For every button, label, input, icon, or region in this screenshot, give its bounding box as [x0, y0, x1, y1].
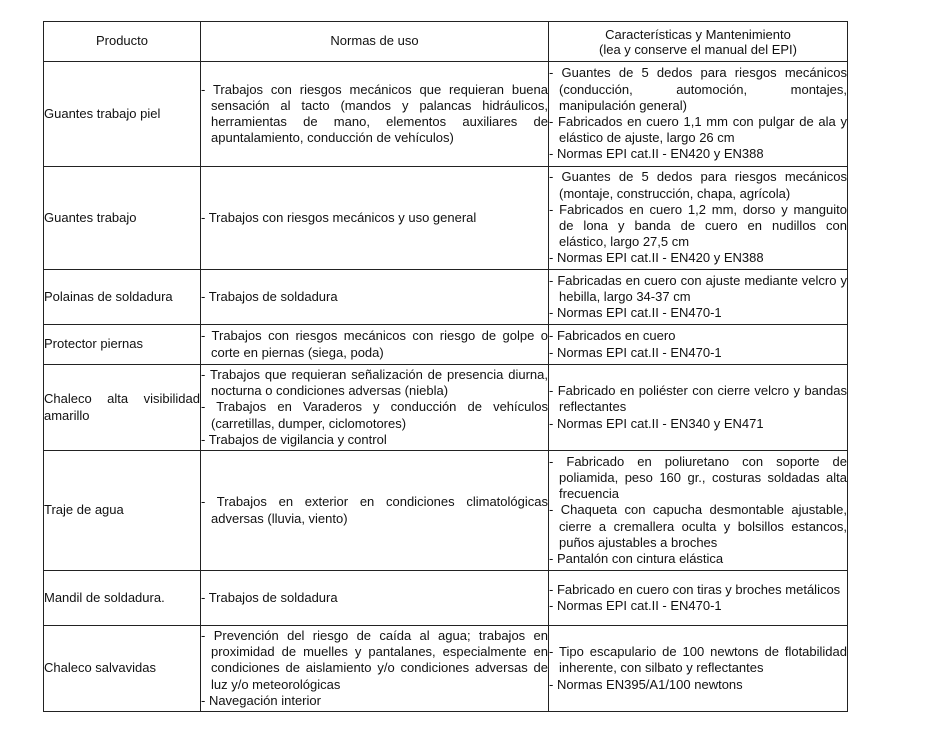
caracteristicas-item: - Normas EPI cat.II - EN470-1 — [549, 598, 722, 613]
normas-cell — [201, 325, 549, 365]
epi-table — [43, 21, 848, 712]
product-cell: Guantes trabajo piel — [44, 62, 201, 167]
normas-item: - Trabajos con riesgos mecánicos que requieran buena sensación al tacto (mandos y palancas hidráulicos, herramientas de mano, elementos auxiliares de apuntalamiento, conducción de vehículos) — [201, 81, 548, 146]
table-row — [44, 571, 848, 626]
table-row — [44, 451, 848, 571]
caracteristicas-cell — [549, 571, 848, 626]
normas-cell — [201, 451, 549, 571]
product-cell: Traje de agua — [44, 451, 201, 571]
caracteristicas-item: - Fabricados en cuero — [549, 328, 676, 344]
caracteristicas-item: - Fabricado en poliuretano con soporte de poliamida, peso 160 gr., costuras soldadas alta frecuencia — [549, 453, 847, 502]
caracteristicas-item: - Fabricado en poliéster con cierre velcro y bandas reflectantes — [549, 383, 847, 415]
header-producto: Producto — [44, 22, 201, 62]
table-row — [44, 626, 848, 712]
normas-item: - Prevención del riesgo de caída al agua; trabajos en proximidad de muelles y pantalanes, especialmente en condiciones de aislamiento y/o condiciones adversas de luz y/o meteorológicas — [201, 627, 548, 692]
header-caracteristicas — [549, 22, 848, 62]
normas-cell — [201, 626, 549, 712]
normas-cell — [201, 571, 549, 626]
caracteristicas-item: - Tipo escapulario de 100 newtons de flotabilidad inherente, con silbato y reflectantes — [549, 644, 847, 676]
caracteristicas-item: - Chaqueta con capucha desmontable ajustable, cierre a cremallera oculta y bolsillos estancos, puños ajustables a broches — [549, 502, 847, 550]
caracteristicas-cell — [549, 325, 848, 365]
table-row — [44, 167, 848, 270]
caracteristicas-item: - Normas EPI cat.II - EN420 y EN388 — [549, 250, 764, 266]
caracteristicas-item: - Normas EPI cat.II - EN340 y EN471 — [549, 415, 764, 431]
normas-item: - Trabajos con riesgos mecánicos con riesgo de golpe o corte en piernas (siega, poda) — [201, 328, 548, 360]
caracteristicas-item: - Normas EN395/A1/100 newtons — [549, 676, 743, 692]
header-normas: Normas de uso — [201, 22, 549, 62]
product-cell: Chaleco alta visibilidad amarillo — [44, 365, 201, 451]
normas-cell — [201, 270, 549, 325]
normas-item: - Trabajos con riesgos mecánicos y uso general — [201, 209, 477, 225]
normas-cell — [201, 62, 549, 167]
caracteristicas-item: - Normas EPI cat.II - EN470-1 — [549, 344, 722, 360]
normas-item: - Navegación interior — [201, 692, 321, 708]
product-cell: Guantes trabajo — [44, 167, 201, 270]
normas-item: - Trabajos de soldadura — [201, 288, 338, 304]
product-cell: Protector piernas — [44, 325, 201, 365]
normas-cell — [201, 167, 549, 270]
caracteristicas-item: - Pantalón con cintura elástica — [549, 551, 724, 566]
header-row — [44, 22, 848, 62]
caracteristicas-item: - Fabricados en cuero 1,2 mm, dorso y manguito de lona y banda de cuero en nudillos con elástico, largo 27,5 cm — [549, 201, 847, 250]
caracteristicas-item: - Normas EPI cat.II - EN470-1 — [549, 305, 722, 321]
caracteristicas-cell — [549, 167, 848, 270]
normas-cell — [201, 365, 549, 451]
normas-item: - Trabajos de soldadura — [201, 589, 338, 605]
caracteristicas-cell — [549, 365, 848, 451]
product-cell: Chaleco salvavidas — [44, 626, 201, 712]
caracteristicas-cell — [549, 451, 848, 571]
product-cell: Polainas de soldadura — [44, 270, 201, 325]
normas-item: - Trabajos de vigilancia y control — [201, 431, 387, 447]
normas-item: - Trabajos en Varaderos y conducción de vehículos (carretillas, dumper, ciclomotores) — [201, 399, 548, 431]
caracteristicas-cell — [549, 270, 848, 325]
table-row — [44, 270, 848, 325]
caracteristicas-item: - Guantes de 5 dedos para riesgos mecánicos (conducción, automoción, montajes, manipulación general) — [549, 65, 847, 113]
table-row — [44, 62, 848, 167]
normas-item: - Trabajos que requieran señalización de presencia diurna, nocturna o condiciones adversas (niebla) — [201, 366, 548, 399]
caracteristicas-item: - Fabricado en cuero con tiras y broches metálicos — [549, 581, 841, 597]
header-caracteristicas-line1: Características y Mantenimiento — [605, 26, 791, 42]
product-cell: Mandil de soldadura. — [44, 571, 201, 626]
caracteristicas-cell — [549, 62, 848, 167]
header-caracteristicas-line2: (lea y conserve el manual del EPI) — [599, 41, 797, 57]
caracteristicas-item: - Fabricados en cuero 1,1 mm con pulgar de ala y elástico de ajuste, largo 26 cm — [549, 114, 847, 146]
caracteristicas-item: - Fabricadas en cuero con ajuste mediante velcro y hebilla, largo 34-37 cm — [549, 272, 847, 304]
caracteristicas-item: - Normas EPI cat.II - EN420 y EN388 — [549, 146, 764, 162]
caracteristicas-item: - Guantes de 5 dedos para riesgos mecánicos (montaje, construcción, chapa, agrícola) — [549, 169, 847, 201]
table-row — [44, 365, 848, 451]
table-row — [44, 325, 848, 365]
caracteristicas-cell — [549, 626, 848, 712]
normas-item: - Trabajos en exterior en condiciones climatológicas adversas (lluvia, viento) — [201, 494, 548, 526]
